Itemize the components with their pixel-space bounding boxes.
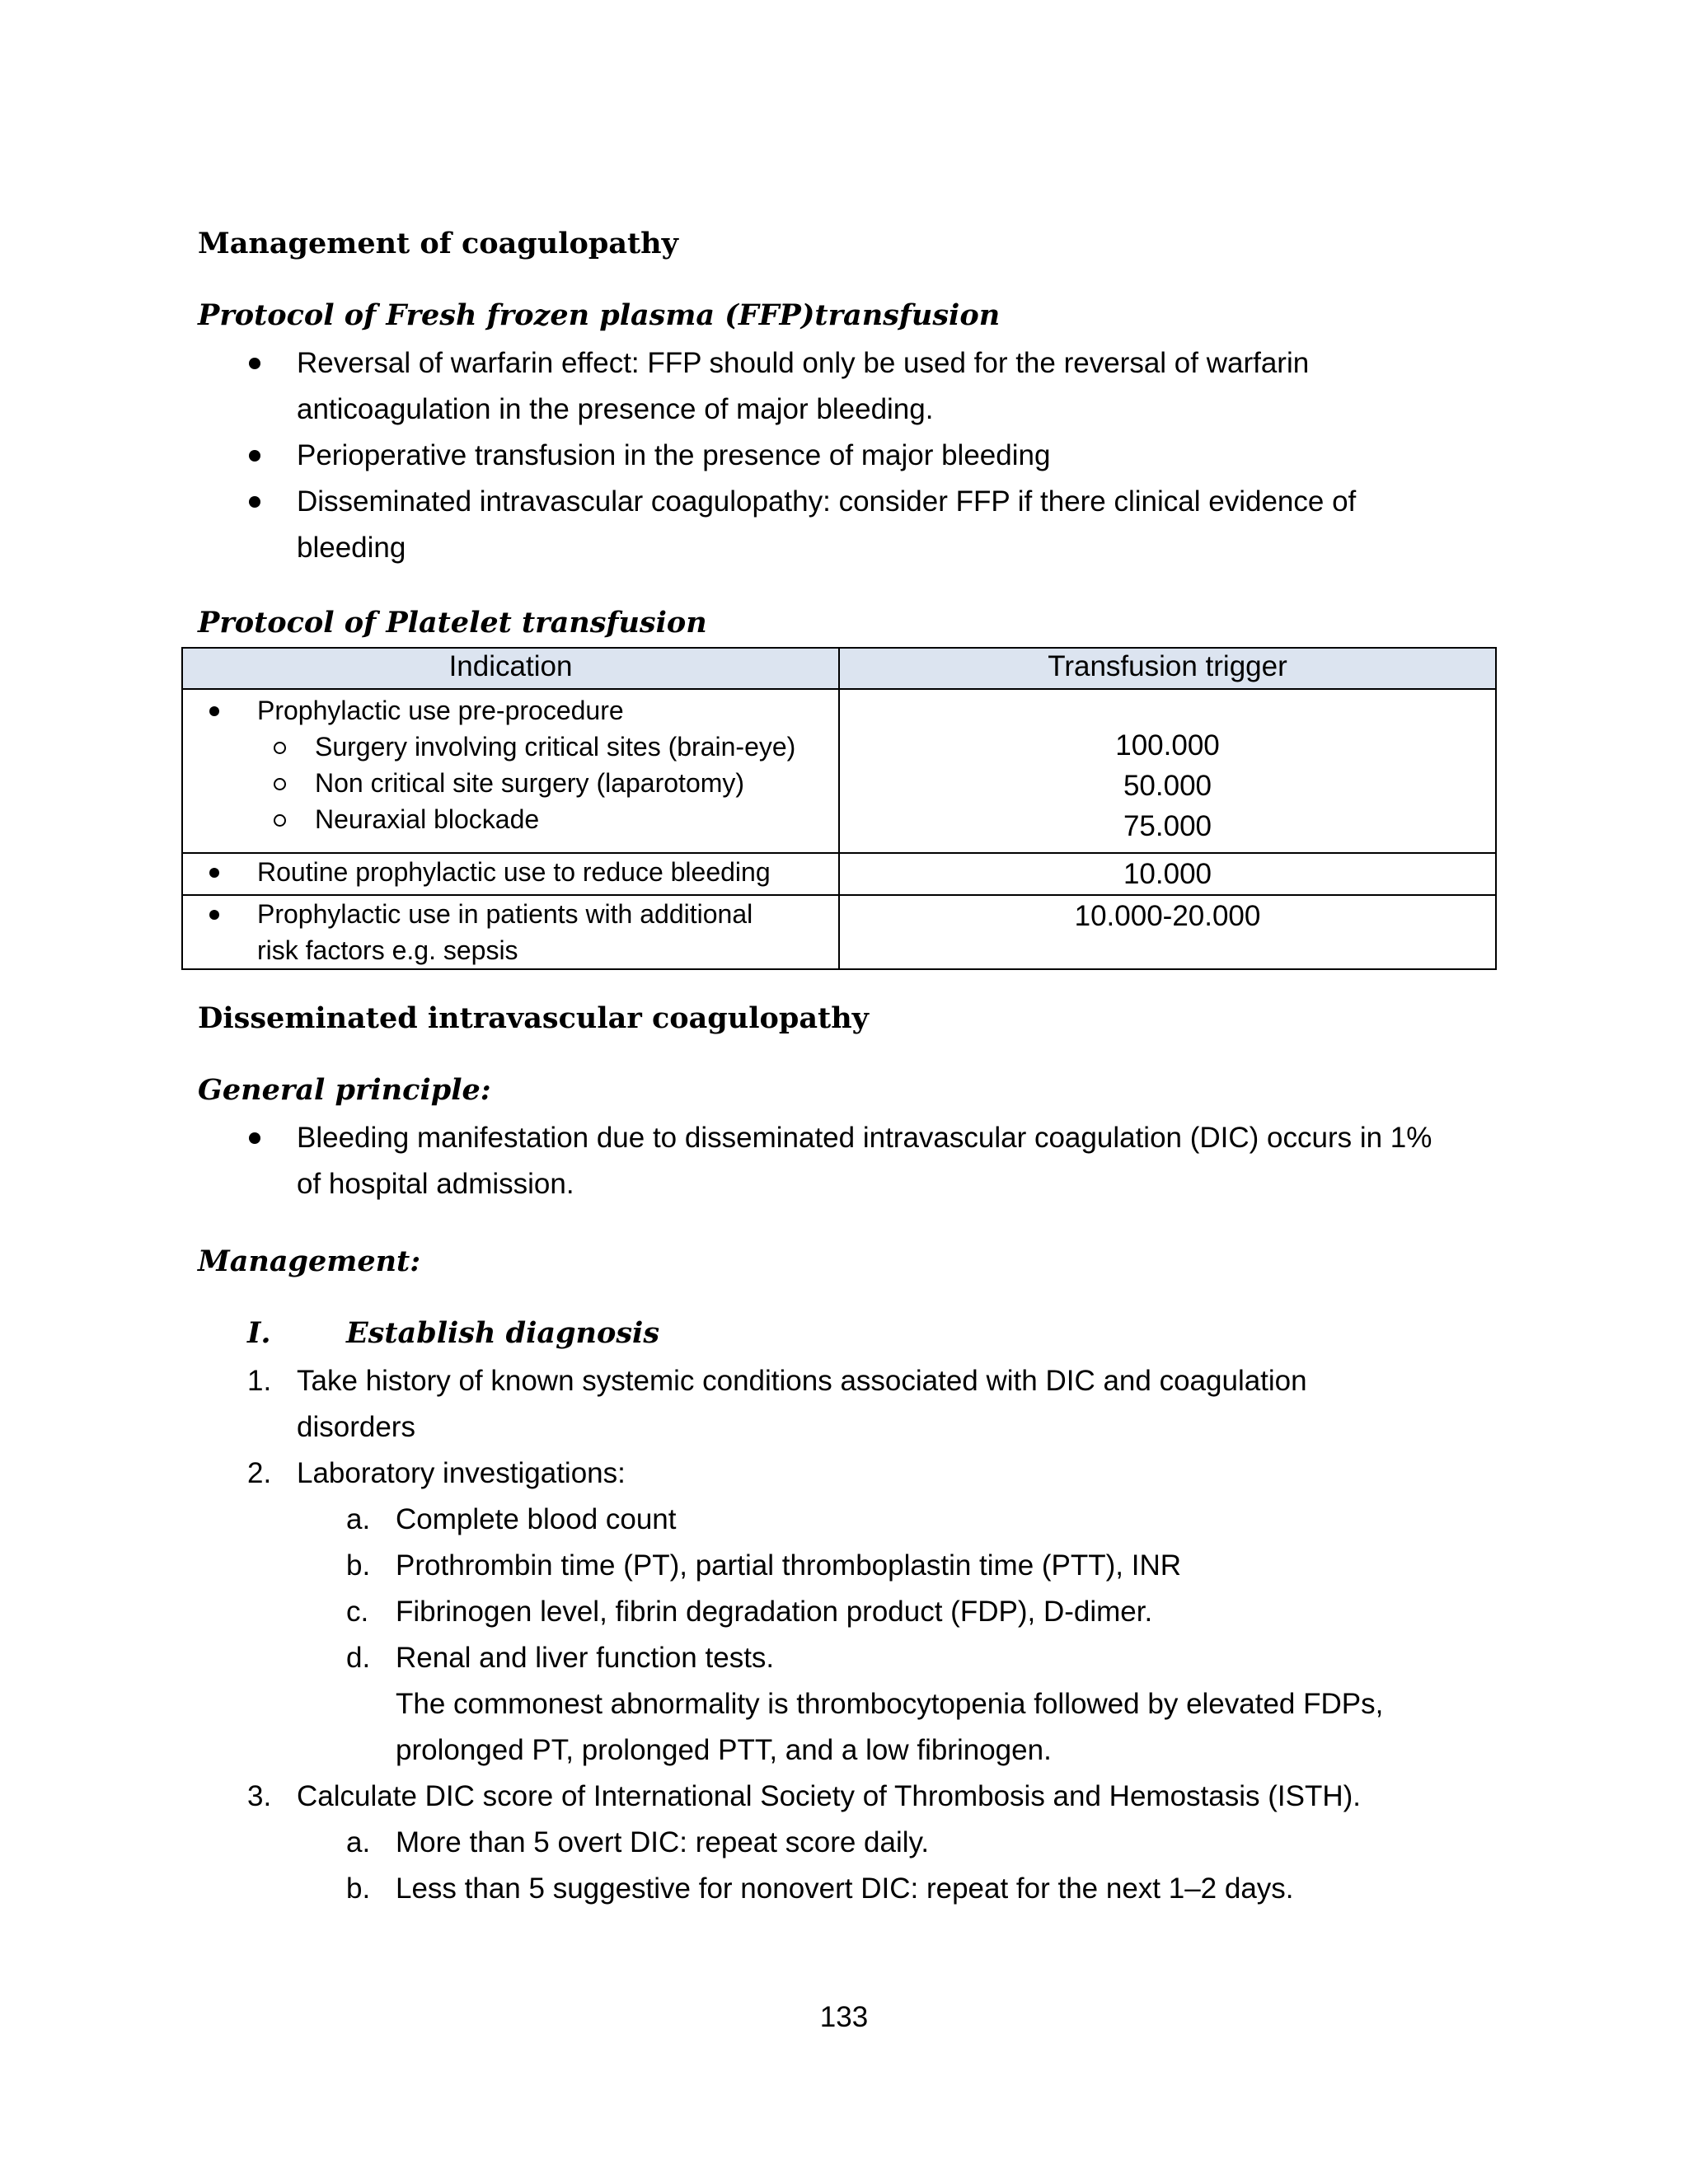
platelet-title: Protocol of Platelet transfusion bbox=[198, 606, 707, 640]
bullet-icon bbox=[249, 1132, 260, 1144]
list-item: b. Prothrombin time (PT), partial thromboplastin time (PTT), INR bbox=[346, 1549, 1182, 1582]
page-number: 133 bbox=[819, 2001, 869, 2033]
header-trigger: Transfusion trigger bbox=[839, 648, 1496, 689]
indication-cell: Routine prophylactic use to reduce bleeding bbox=[182, 853, 839, 895]
list-item: b. Less than 5 suggestive for nonovert DIC: repeat for the next 1–2 days. bbox=[346, 1872, 1294, 1905]
section-numeral: I. bbox=[247, 1316, 271, 1350]
header-indication: Indication bbox=[182, 648, 839, 689]
list-item: anticoagulation in the presence of major bleeding. bbox=[297, 393, 934, 425]
circle-bullet-icon bbox=[274, 778, 286, 790]
list-item: Disseminated intravascular coagulopathy: consider FFP if there clinical evidence of bbox=[198, 479, 1517, 525]
bullet-icon bbox=[249, 358, 260, 369]
table-row bbox=[182, 895, 1496, 969]
list-item: of hospital admission. bbox=[297, 1168, 574, 1200]
trigger-cell: 10.000 bbox=[839, 853, 1496, 895]
general-principle-list bbox=[198, 1115, 1533, 1207]
indication-cell: Prophylactic use in patients with additional risk factors e.g. sepsis bbox=[182, 895, 839, 969]
dic-heading: Disseminated intravascular coagulopathy bbox=[198, 1001, 869, 1035]
bullet-icon bbox=[249, 496, 260, 508]
list-item: Perioperative transfusion in the presence of major bleeding bbox=[198, 433, 1517, 479]
bullet-icon bbox=[249, 450, 260, 462]
list-item: c. Fibrinogen level, fibrin degradation product (FDP), D-dimer. bbox=[346, 1596, 1153, 1628]
list-item: 2. Laboratory investigations: bbox=[247, 1457, 626, 1489]
list-item: d. Renal and liver function tests. bbox=[346, 1642, 775, 1674]
list-item: Reversal of warfarin effect: FFP should only be used for the reversal of warfarin bbox=[198, 340, 1517, 387]
list-item: a. Complete blood count bbox=[346, 1503, 677, 1535]
circle-bullet-icon bbox=[274, 814, 286, 827]
bullet-icon bbox=[209, 706, 219, 716]
bullet-icon bbox=[209, 868, 219, 878]
note-line: prolonged PT, prolonged PTT, and a low fibrinogen. bbox=[396, 1734, 1052, 1766]
section-title: Establish diagnosis bbox=[346, 1316, 660, 1350]
circle-bullet-icon bbox=[274, 742, 286, 754]
list-item: 1. Take history of known systemic conditions associated with DIC and coagulation bbox=[247, 1365, 1307, 1397]
bullet-icon bbox=[209, 910, 219, 920]
diagnosis-list bbox=[0, 1358, 1566, 1912]
list-item: 3. Calculate DIC score of International Society of Thrombosis and Hemostasis (ISTH). bbox=[247, 1780, 1361, 1812]
list-item: disorders bbox=[297, 1411, 415, 1443]
platelet-table bbox=[181, 647, 1497, 970]
trigger-cell: 100.000 50.000 75.000 bbox=[839, 689, 1496, 853]
note-line: The commonest abnormality is thrombocytopenia followed by elevated FDPs, bbox=[396, 1688, 1384, 1720]
general-principle-title: General principle: bbox=[198, 1073, 491, 1107]
table-header-row bbox=[182, 648, 1496, 689]
list-item: bleeding bbox=[297, 532, 406, 564]
table-row bbox=[182, 853, 1496, 895]
table-row bbox=[182, 689, 1496, 853]
page-heading: Management of coagulopathy bbox=[198, 227, 678, 260]
ffp-list bbox=[198, 340, 1517, 571]
trigger-cell: 10.000-20.000 bbox=[839, 895, 1496, 969]
list-item: Bleeding manifestation due to disseminated intravascular coagulation (DIC) occurs in 1% bbox=[198, 1115, 1533, 1161]
ffp-title: Protocol of Fresh frozen plasma (FFP)transfusion bbox=[198, 298, 1001, 332]
indication-cell: Prophylactic use pre-procedure Surgery involving critical sites (brain-eye) Non critical site surgery (laparotomy) Neuraxial blockade bbox=[182, 689, 839, 853]
management-title: Management: bbox=[198, 1244, 421, 1278]
list-item: a. More than 5 overt DIC: repeat score daily. bbox=[346, 1826, 930, 1858]
